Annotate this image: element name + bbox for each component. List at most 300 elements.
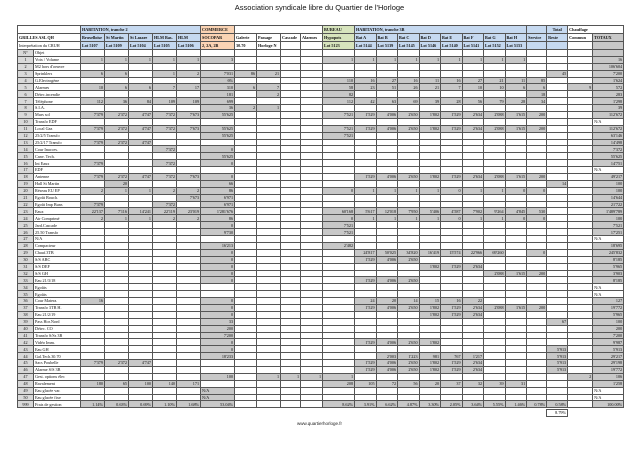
value-cell <box>235 201 257 208</box>
value-cell <box>235 318 257 325</box>
value-cell <box>527 311 547 318</box>
value-cell: 2'634 <box>462 174 484 181</box>
value-cell: 3.91% <box>355 401 377 408</box>
value-cell <box>419 318 441 325</box>
value-cell: 5'913 <box>547 366 568 373</box>
value-cell <box>153 373 177 380</box>
value-cell: 10 <box>462 84 484 91</box>
column-header: Bat A <box>355 34 377 42</box>
value-cell <box>235 298 257 305</box>
value-cell <box>281 63 301 70</box>
lot-header <box>301 42 323 50</box>
value-cell <box>419 242 441 249</box>
value-cell: 1'529 <box>441 304 463 311</box>
value-cell <box>105 77 129 84</box>
value-cell <box>505 346 527 353</box>
value-cell <box>301 401 323 408</box>
column-header: Bruxelloise <box>81 34 105 42</box>
value-cell: 0 <box>201 249 235 256</box>
value-cell <box>547 84 568 91</box>
value-cell: 0 <box>201 174 235 181</box>
table-row <box>18 187 624 194</box>
value-cell <box>257 291 281 298</box>
value-cell <box>505 153 527 160</box>
value-cell <box>376 70 398 77</box>
value-cell: 200 <box>527 174 547 181</box>
value-cell <box>323 118 355 125</box>
value-cell: 3.64% <box>462 401 484 408</box>
row-number: 50 <box>18 394 34 401</box>
row-number: N° <box>18 50 34 57</box>
value-cell <box>105 222 129 229</box>
value-cell: 0 <box>505 187 527 194</box>
value-cell <box>441 332 463 339</box>
value-cell <box>398 222 420 229</box>
value-cell <box>323 256 355 263</box>
value-cell <box>81 318 105 325</box>
value-cell <box>484 263 506 270</box>
value-cell <box>177 201 201 208</box>
value-cell: 6'971 <box>201 194 235 201</box>
value-cell <box>505 160 527 167</box>
value-cell <box>462 132 484 139</box>
column-header: Bat B <box>376 34 398 42</box>
value-cell <box>376 194 398 201</box>
value-cell <box>376 160 398 167</box>
value-cell <box>323 298 355 305</box>
value-cell <box>505 249 527 256</box>
value-cell <box>257 284 281 291</box>
value-cell <box>153 263 177 270</box>
value-cell <box>462 180 484 187</box>
value-cell <box>527 194 547 201</box>
value-cell: 5'406 <box>419 208 441 215</box>
value-cell: 10 <box>81 84 105 91</box>
total-cell: 14'751 <box>593 160 624 167</box>
value-cell <box>547 236 568 243</box>
value-cell: 4.87% <box>398 401 420 408</box>
value-cell <box>301 91 323 98</box>
value-cell: 4'747 <box>129 112 153 119</box>
value-cell <box>281 91 301 98</box>
value-cell <box>568 325 593 332</box>
value-cell <box>505 105 527 112</box>
value-cell: 699 <box>201 98 235 105</box>
value-cell <box>568 77 593 84</box>
value-cell: 7'521 <box>323 112 355 119</box>
value-cell <box>281 201 301 208</box>
column-header: Bat E <box>441 34 463 42</box>
value-cell <box>484 291 506 298</box>
total-cell: 19'772 <box>593 304 624 311</box>
row-label: Eau GH <box>34 346 81 353</box>
value-cell <box>568 277 593 284</box>
value-cell: 2 <box>81 187 105 194</box>
row-label: Frais de gestion <box>34 401 81 408</box>
value-cell <box>527 373 547 380</box>
table-row <box>18 153 624 160</box>
value-cell <box>484 242 506 249</box>
value-cell <box>527 50 547 57</box>
value-cell <box>441 291 463 298</box>
value-cell: 66 <box>201 180 235 187</box>
value-cell <box>301 201 323 208</box>
value-cell <box>441 277 463 284</box>
lot-header: Lot 5141 <box>462 42 484 50</box>
value-cell: 767 <box>441 353 463 360</box>
value-cell <box>301 249 323 256</box>
value-cell: 1'802 <box>419 125 441 132</box>
value-cell <box>153 229 177 236</box>
value-cell <box>105 387 129 394</box>
group-commerce: COMMERCE <box>201 26 235 34</box>
value-cell <box>301 394 323 401</box>
row-number: 13 <box>18 139 34 146</box>
value-cell: 1'615 <box>505 174 527 181</box>
value-cell: 1 <box>105 215 129 222</box>
row-number: 26 <box>18 229 34 236</box>
row-number: 16 <box>18 160 34 167</box>
value-cell <box>81 277 105 284</box>
value-cell: 2'650 <box>398 256 420 263</box>
value-cell <box>177 256 201 263</box>
value-cell <box>505 167 527 174</box>
value-cell: 22'137 <box>81 208 105 215</box>
value-cell: 0 <box>201 256 235 263</box>
value-cell <box>323 339 355 346</box>
value-cell: 109 <box>177 98 201 105</box>
value-cell: 1 <box>376 215 398 222</box>
value-cell: 0 <box>201 346 235 353</box>
value-cell <box>323 201 355 208</box>
value-cell <box>568 222 593 229</box>
value-cell <box>568 242 593 249</box>
value-cell <box>177 50 201 57</box>
value-cell <box>81 105 105 112</box>
value-cell <box>376 311 398 318</box>
value-cell <box>484 91 506 98</box>
value-cell <box>568 112 593 119</box>
value-cell <box>547 167 568 174</box>
value-cell <box>419 270 441 277</box>
value-cell <box>81 50 105 57</box>
value-cell <box>505 318 527 325</box>
value-cell <box>281 174 301 181</box>
value-cell: 2 <box>235 105 257 112</box>
value-cell <box>527 394 547 401</box>
value-cell <box>81 304 105 311</box>
value-cell <box>105 346 129 353</box>
value-cell <box>376 118 398 125</box>
value-cell <box>281 346 301 353</box>
value-cell: 22'119 <box>153 208 177 215</box>
value-cell <box>398 160 420 167</box>
value-cell: 140 <box>153 380 177 387</box>
value-cell <box>257 270 281 277</box>
value-cell: 208 <box>323 380 355 387</box>
value-cell <box>81 394 105 401</box>
value-cell: 37 <box>441 380 463 387</box>
group-commerce-blank <box>235 26 323 34</box>
value-cell <box>257 160 281 167</box>
value-cell <box>355 153 377 160</box>
value-cell <box>355 394 377 401</box>
value-cell <box>419 160 441 167</box>
value-cell: 2.05% <box>441 401 463 408</box>
value-cell <box>323 174 355 181</box>
value-cell <box>153 339 177 346</box>
value-cell <box>323 366 355 373</box>
value-cell: 7'673 <box>177 125 201 132</box>
value-cell: 1.46% <box>505 401 527 408</box>
value-cell: 1'615 <box>505 125 527 132</box>
row-label: Eaux <box>34 208 81 215</box>
value-cell <box>81 339 105 346</box>
value-cell: 7'379 <box>81 201 105 208</box>
value-cell <box>441 284 463 291</box>
value-cell <box>505 339 527 346</box>
value-cell: 2'650 <box>398 125 420 132</box>
value-cell <box>257 139 281 146</box>
table-row <box>18 84 624 91</box>
value-cell: 7'902 <box>462 208 484 215</box>
lot-header: Lot 5106 <box>177 42 201 50</box>
table-row <box>18 201 624 208</box>
lot-header <box>568 42 593 50</box>
row-label: Gal.Tech.30.70 <box>34 353 81 360</box>
value-cell <box>201 380 235 387</box>
row-number: 37 <box>18 304 34 311</box>
value-cell <box>301 222 323 229</box>
value-cell <box>568 366 593 373</box>
value-cell <box>301 242 323 249</box>
value-cell <box>568 208 593 215</box>
value-cell <box>129 318 153 325</box>
value-cell: 3.30% <box>419 401 441 408</box>
value-cell <box>505 263 527 270</box>
value-cell <box>568 353 593 360</box>
value-cell <box>235 98 257 105</box>
value-cell <box>568 256 593 263</box>
value-cell: 7'379 <box>81 160 105 167</box>
column-header: Service <box>527 34 547 42</box>
value-cell <box>129 132 153 139</box>
value-cell: 4'845 <box>505 208 527 215</box>
value-cell: 11 <box>505 77 527 84</box>
table-row <box>18 174 624 181</box>
value-cell <box>323 139 355 146</box>
header-group-row <box>18 26 624 34</box>
value-cell <box>257 353 281 360</box>
value-cell: 1'529 <box>355 112 377 119</box>
value-cell <box>527 360 547 367</box>
value-cell <box>527 284 547 291</box>
row-label: S/S ABC <box>34 256 81 263</box>
table-row <box>18 91 624 98</box>
lot-header <box>527 42 547 50</box>
table-row <box>18 353 624 360</box>
value-cell <box>177 222 201 229</box>
value-cell <box>301 153 323 160</box>
value-cell: 112 <box>81 98 105 105</box>
value-cell <box>323 160 355 167</box>
value-cell: 16 <box>441 77 463 84</box>
value-cell <box>376 373 398 380</box>
value-cell <box>281 50 301 57</box>
value-cell <box>462 153 484 160</box>
value-cell: 0 <box>441 187 463 194</box>
value-cell <box>105 153 129 160</box>
value-cell: 14 <box>547 180 568 187</box>
value-cell <box>376 180 398 187</box>
value-cell <box>323 387 355 394</box>
value-cell <box>235 277 257 284</box>
value-cell: 18 <box>527 91 547 98</box>
value-cell <box>547 91 568 98</box>
value-cell <box>129 304 153 311</box>
value-cell <box>281 125 301 132</box>
value-cell: 2'372 <box>105 360 129 367</box>
value-cell: 45 <box>547 70 568 77</box>
value-cell <box>105 394 129 401</box>
table-row <box>18 132 624 139</box>
value-cell <box>257 167 281 174</box>
value-cell <box>398 167 420 174</box>
value-cell: 7'372 <box>153 174 177 181</box>
value-cell: 7'379 <box>81 125 105 132</box>
total-cell: 3'903 <box>593 270 624 277</box>
value-cell: 1'802 <box>419 360 441 367</box>
table-row <box>18 215 624 222</box>
table-row <box>18 160 624 167</box>
value-cell <box>376 270 398 277</box>
value-cell <box>301 50 323 57</box>
value-cell <box>235 394 257 401</box>
value-cell: 4'006 <box>376 360 398 367</box>
total-cell: 29'198 <box>593 360 624 367</box>
value-cell <box>129 167 153 174</box>
value-cell <box>281 339 301 346</box>
row-label: Voix / Volume <box>34 56 81 63</box>
value-cell <box>129 332 153 339</box>
value-cell <box>462 91 484 98</box>
value-cell <box>376 242 398 249</box>
value-cell <box>484 373 506 380</box>
value-cell: 1'802 <box>419 366 441 373</box>
table-row <box>18 394 624 401</box>
column-header: St Lazare <box>129 34 153 42</box>
value-cell <box>568 332 593 339</box>
value-cell <box>462 339 484 346</box>
row-label: Eau 21/2/19 <box>34 311 81 318</box>
value-cell <box>81 366 105 373</box>
value-cell <box>547 174 568 181</box>
value-cell <box>323 194 355 201</box>
value-cell: 2'482 <box>323 242 355 249</box>
table-row <box>18 77 624 84</box>
value-cell <box>153 353 177 360</box>
value-cell <box>301 284 323 291</box>
value-cell: 0.78% <box>527 401 547 408</box>
value-cell <box>105 118 129 125</box>
value-cell: 5'913 <box>547 346 568 353</box>
total-cell: 127 <box>593 298 624 305</box>
value-cell <box>323 180 355 187</box>
value-cell <box>105 318 129 325</box>
value-cell: 24 <box>355 298 377 305</box>
value-cell <box>376 139 398 146</box>
value-cell <box>462 373 484 380</box>
value-cell <box>281 167 301 174</box>
value-cell <box>301 139 323 146</box>
table-row <box>18 346 624 353</box>
value-cell <box>153 366 177 373</box>
total-cell: 245'832 <box>593 249 624 256</box>
table-row <box>18 380 624 387</box>
value-cell <box>547 291 568 298</box>
value-cell <box>301 332 323 339</box>
header-names-row <box>18 34 624 42</box>
value-cell <box>235 242 257 249</box>
value-cell <box>235 174 257 181</box>
lot-header: Lot 5146 <box>419 42 441 50</box>
value-cell <box>376 394 398 401</box>
row-number: 7 <box>18 98 34 105</box>
value-cell: 1 <box>177 56 201 63</box>
value-cell <box>505 387 527 394</box>
row-label: Local Gaz <box>34 125 81 132</box>
value-cell <box>177 91 201 98</box>
value-cell <box>257 229 281 236</box>
column-header: Bat G <box>484 34 506 42</box>
value-cell <box>419 394 441 401</box>
value-cell <box>281 56 301 63</box>
value-cell <box>257 304 281 311</box>
value-cell <box>323 394 355 401</box>
value-cell <box>323 263 355 270</box>
value-cell <box>301 112 323 119</box>
value-cell <box>505 139 527 146</box>
row-label: Jard.Cascade <box>34 222 81 229</box>
value-cell <box>177 394 201 401</box>
value-cell <box>323 153 355 160</box>
row-label: Gest. options élec <box>34 373 81 380</box>
table-row <box>18 366 624 373</box>
value-cell <box>323 318 355 325</box>
value-cell <box>568 167 593 174</box>
lot-header: Lot 5139 <box>376 42 398 50</box>
lot-header: Horloge N <box>257 42 281 50</box>
value-cell <box>281 353 301 360</box>
value-cell <box>81 146 105 153</box>
value-cell: 22'966 <box>462 249 484 256</box>
total-cell: 100.00% <box>593 401 624 408</box>
value-cell <box>462 222 484 229</box>
value-cell <box>505 332 527 339</box>
value-cell <box>419 236 441 243</box>
row-number: 47 <box>18 373 34 380</box>
value-cell <box>527 56 547 63</box>
value-cell <box>355 139 377 146</box>
value-cell: 2'372 <box>105 125 129 132</box>
value-cell <box>235 160 257 167</box>
value-cell <box>419 284 441 291</box>
value-cell: 530 <box>527 208 547 215</box>
value-cell: 2'650 <box>398 174 420 181</box>
row-label: Hall St Martin <box>34 180 81 187</box>
value-cell <box>398 118 420 125</box>
column-header: Bat H <box>505 34 527 42</box>
